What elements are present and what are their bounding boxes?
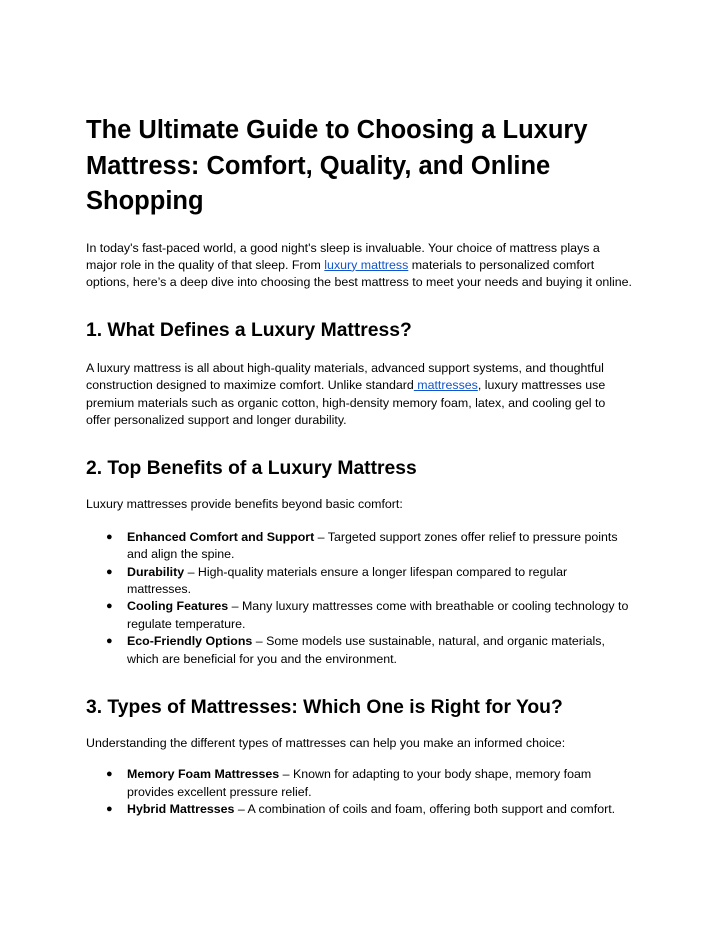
mattresses-link[interactable]: mattresses bbox=[413, 378, 478, 393]
document-title: The Ultimate Guide to Choosing a Luxury Mattress: Comfort, Quality, and Online Shopping bbox=[86, 116, 588, 215]
list-item bbox=[106, 633, 632, 668]
list-item bbox=[106, 529, 632, 564]
list-item-text: – Known for adapting to your body shape, memory foam provides excellent pressure relief. bbox=[127, 767, 592, 799]
list-item bbox=[106, 598, 632, 633]
list-item-term: Cooling Features bbox=[127, 599, 229, 614]
list-item bbox=[106, 801, 632, 818]
intro-text-after: materials to personalized comfort options, here’s a deep dive into choosing the best mattress to meet your needs and buying it online. bbox=[86, 257, 632, 290]
section2-heading: 2. Top Benefits of a Luxury Mattress bbox=[86, 458, 417, 480]
section3-heading: 3. Types of Mattresses: Which One is Right for You? bbox=[86, 697, 563, 718]
bullet-icon: ● bbox=[106, 768, 113, 781]
luxury-mattress-link[interactable]: luxury mattress bbox=[324, 257, 409, 272]
list-item-term: Enhanced Comfort and Support bbox=[127, 529, 315, 544]
section2-lead: Luxury mattresses provide benefits beyond basic comfort: bbox=[86, 497, 403, 512]
section1-text-before: A luxury mattress is all about high-quality materials, advanced support systems, and thoughtful construction designed to maximize comfort. Unlike standard bbox=[86, 360, 604, 393]
section1-text-after: , luxury mattresses use premium materials such as organic cotton, high-density memory foam, latex, and cooling gel to offer personalized support and longer durability. bbox=[86, 378, 606, 427]
mattress-types-list bbox=[86, 766, 632, 818]
list-item-term: Hybrid Mattresses bbox=[127, 802, 235, 817]
bullet-icon: ● bbox=[106, 635, 113, 648]
list-item-text: – High-quality materials ensure a longer lifespan compared to regular mattresses. bbox=[127, 564, 568, 596]
bullet-icon: ● bbox=[106, 600, 113, 613]
section3-lead: Understanding the different types of mattresses can help you make an informed choice: bbox=[86, 736, 566, 750]
list-item-text: – Targeted support zones offer relief to pressure points and align the spine. bbox=[127, 529, 618, 562]
list-item bbox=[106, 766, 632, 801]
list-item-term: Memory Foam Mattresses bbox=[127, 767, 280, 782]
bullet-icon: ● bbox=[106, 565, 113, 578]
list-item-text: – Many luxury mattresses come with breathable or cooling technology to regulate temperature. bbox=[127, 599, 629, 631]
intro-paragraph bbox=[86, 240, 632, 292]
list-item-text: – A combination of coils and foam, offering both support and comfort. bbox=[234, 802, 616, 817]
section1-paragraph bbox=[86, 360, 632, 430]
list-item-text: – Some models use sustainable, natural, and organic materials, which are beneficial for you and the environment. bbox=[127, 634, 605, 666]
benefits-list bbox=[86, 529, 632, 668]
bullet-icon: ● bbox=[106, 530, 113, 543]
list-item bbox=[106, 564, 632, 599]
intro-text-before: In today's fast-paced world, a good night's sleep is invaluable. Your choice of mattress plays a major role in the quality of that sleep. From bbox=[86, 240, 600, 272]
list-item-term: Eco-Friendly Options bbox=[127, 634, 253, 649]
list-item-term: Durability bbox=[127, 564, 185, 579]
bullet-icon: ● bbox=[106, 803, 113, 816]
section1-heading: 1. What Defines a Luxury Mattress? bbox=[86, 319, 412, 341]
